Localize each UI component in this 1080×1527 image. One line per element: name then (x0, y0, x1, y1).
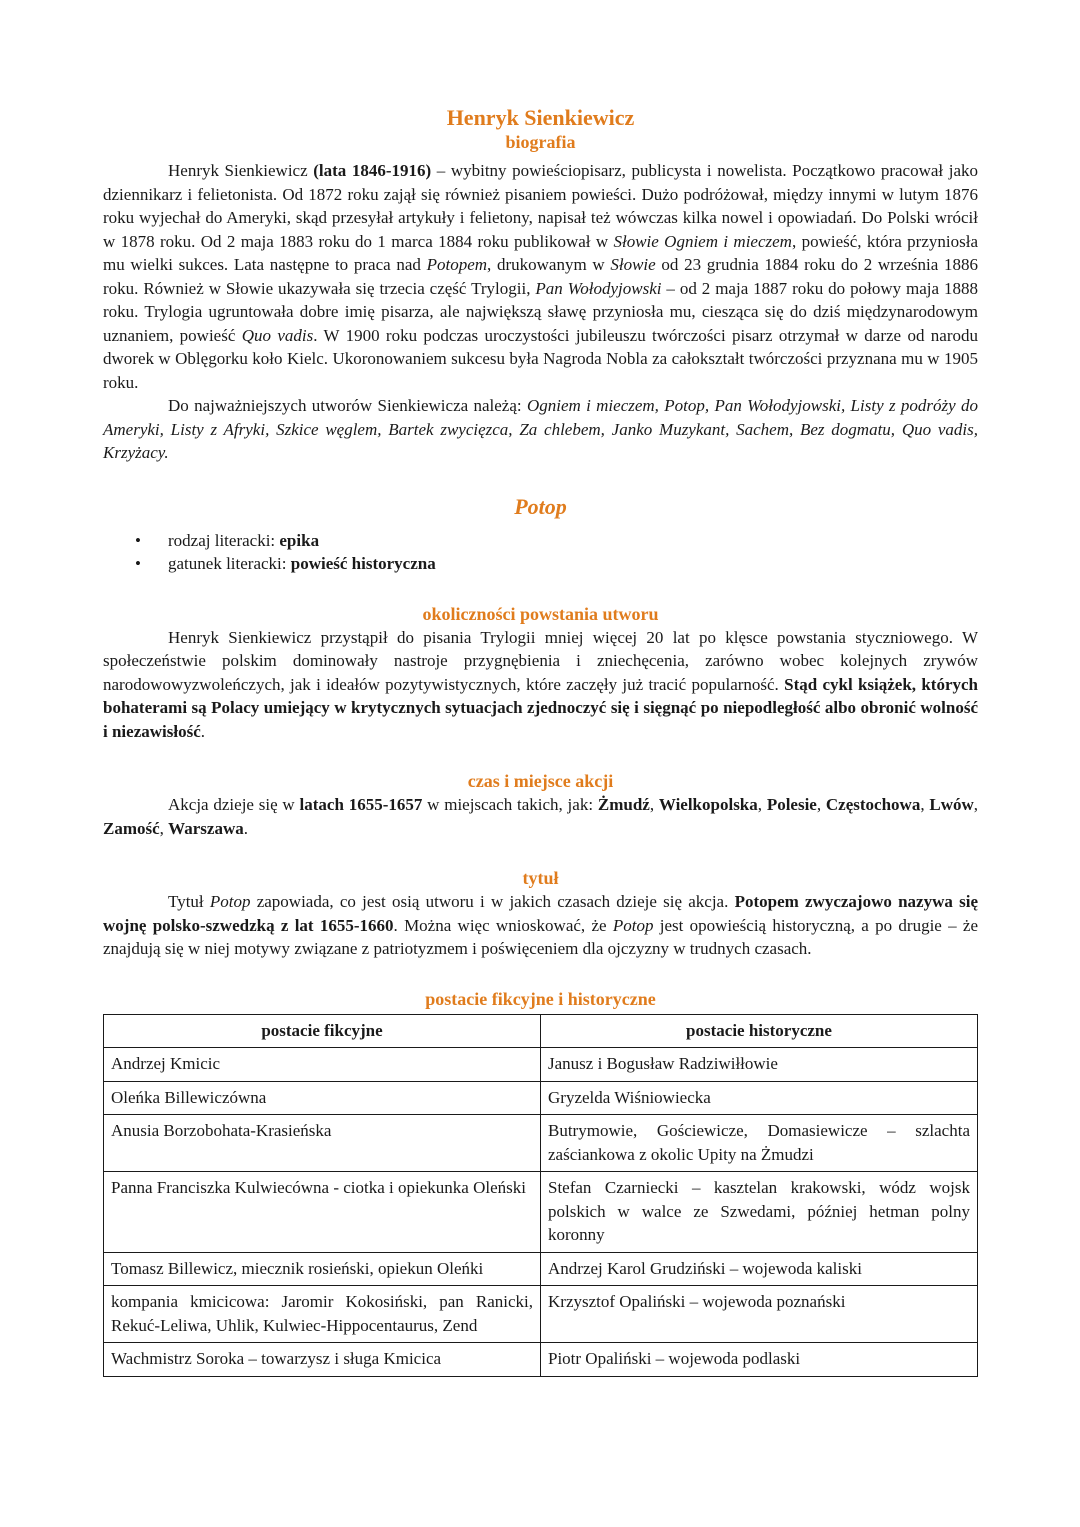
text-run: , drukowanym w (487, 255, 611, 274)
text-run: zapowiada, co jest osią utworu i w jakich czasach dzieje się akcja. (250, 892, 735, 911)
table-row (104, 1115, 978, 1172)
table-row (104, 1081, 978, 1115)
table-cell: Janusz i Bogusław Radziwiłłowie (541, 1048, 978, 1082)
text-run: . W 1900 roku podczas uroczystości jubileuszu twórczości pisarz otrzymał w darze od narodu dworek w Oblęgorku koło Kielc. Ukoronowaniem sukcesu była Nagroda Nobla za całokształt twórczości przyznana mu w 1905 roku. (103, 325, 978, 392)
text-run: Polesie (766, 795, 817, 814)
biography-paragraph-1 (103, 159, 978, 394)
text-run: od 23 grudnia 1884 roku do 2 września 1886 roku. Również w Słowie ukazywała się trzecia część Trylogii, (103, 255, 978, 298)
characters-table (103, 1014, 978, 1377)
text-run: Słowie (610, 255, 656, 274)
text-run: latach 1655-1657 (299, 795, 423, 814)
table-cell: Panna Franciszka Kulwiecówna - ciotka i opiekunka Oleński (104, 1172, 541, 1253)
potop-title: Potop (514, 493, 567, 519)
section-heading: tytuł (522, 868, 559, 888)
text-run: Potop (209, 892, 251, 911)
text-run: – wybitny powieściopisarz, publicysta i nowelista. Początkowo pracował jako dziennikarz i felietonista. Od 1872 roku zajął się również pisaniem powieści. Dużo podróżował, między innymi w lutym 1876 roku wyjechał do Ameryki, skąd przesyłał artykuły i felietony, napisał też wówczas kilka nowel i opowiadań. Do Polski wrócił w 1878 roku. Od 2 maja 1883 roku do 1 marca 1884 roku publikował w (103, 161, 978, 251)
text-run: (lata 1846-1916) (313, 161, 432, 180)
text-run: Potop (612, 915, 654, 935)
section-paragraph (103, 890, 978, 961)
characters-heading: postacie fikcyjne i historyczne (425, 988, 656, 1009)
table-cell: Tomasz Billewicz, miecznik rosieński, opiekun Oleńki (104, 1252, 541, 1286)
text-run: Żmudź (597, 795, 650, 814)
text-run: , (649, 795, 659, 814)
text-run: , (816, 795, 826, 814)
characters-table-head (104, 1014, 978, 1048)
text-run: jest opowieścią historyczną, a po drugie – że znajdują się w niej motywy związane z patriotyzmem i poświęceniem dla ojczyzny w trudnych czasach. (103, 915, 978, 958)
list-item (103, 552, 978, 576)
table-cell: Andrzej Karol Grudziński – wojewoda kaliski (541, 1252, 978, 1286)
page-title: Henryk Sienkiewicz (446, 105, 635, 130)
section-heading: czas i miejsce akcji (467, 771, 614, 791)
potop-bullet-list (103, 529, 978, 576)
text-run: Do najważniejszych utworów Sienkiewicza należą: (168, 396, 527, 415)
table-cell: Oleńka Billewiczówna (104, 1081, 541, 1115)
section-tytul (103, 867, 978, 961)
table-cell: Anusia Borzobohata-Krasieńska (104, 1115, 541, 1172)
text-run: w miejscach takich, jak: (422, 795, 598, 814)
biography-paragraph-2 (103, 394, 978, 465)
characters-table-body (104, 1048, 978, 1377)
section-heading: okoliczności powstania utworu (422, 603, 659, 624)
text-run: Słowie Ogniem i mieczem (613, 231, 792, 251)
table-cell: Andrzej Kmicic (104, 1048, 541, 1082)
table-row (104, 1252, 978, 1286)
text-run: , (920, 795, 930, 814)
text-run: Warszawa (168, 818, 244, 838)
section-paragraph (103, 793, 978, 840)
text-run: Ogniem i mieczem, Potop, Pan Wołodyjowski, Listy z podróży do Ameryki, Listy z Afryki, Szkice węglem, Bartek zwycięzca, Za chlebem, Janko Muzykant, Sachem, Bez dogmatu, Quo vadis, Krzyżacy. (103, 396, 978, 462)
text-run: epika (279, 530, 320, 550)
table-row (104, 1048, 978, 1082)
text-run: . (243, 818, 248, 838)
text-run: Akcja dzieje się w (168, 795, 300, 814)
table-cell: Krzysztof Opaliński – wojewoda poznański (541, 1286, 978, 1343)
table-cell: Gryzelda Wiśniowiecka (541, 1081, 978, 1115)
table-row (104, 1172, 978, 1253)
text-run: Potopem (426, 255, 488, 274)
table-row (104, 1286, 978, 1343)
bullet-text (168, 529, 319, 553)
text-run: Lwów (929, 795, 974, 814)
text-run: . Można więc wnioskować, że (393, 915, 613, 935)
list-item (103, 529, 978, 553)
text-run: , (159, 818, 169, 838)
table-header-fictional: postacie fikcyjne (104, 1014, 541, 1048)
table-cell: Butrymowie, Gościewicze, Domasiewicze – szlachta zaściankowa z okolic Upity na Żmudzi (541, 1115, 978, 1172)
text-run: Częstochowa (825, 795, 921, 814)
bullet-text (168, 552, 436, 576)
section-czas-i-miejsce (103, 770, 978, 840)
text-run: Wielkopolska (658, 795, 758, 814)
table-cell: kompania kmicicowa: Jaromir Kokosiński, pan Ranicki, Rekuć-Leliwa, Uhlik, Kulwiec-Hippocentaurus, Zend (104, 1286, 541, 1343)
text-run: gatunek literacki: (168, 554, 291, 573)
text-run: , powieść, która przyniosła mu wielki sukces. Lata następne to praca nad (103, 231, 978, 274)
bullet-icon: • (135, 530, 141, 550)
section-okolicznosci (103, 603, 978, 744)
text-run: Pan Wołodyjowski (535, 278, 662, 298)
text-run: , (757, 795, 767, 814)
text-run: Zamość (103, 818, 160, 838)
biography-heading: biografia (505, 132, 576, 152)
text-run: , (973, 795, 979, 814)
table-cell: Wachmistrz Soroka – towarzysz i sługa Kmicica (104, 1343, 541, 1377)
text-run: Henryk Sienkiewicz przystąpił do pisania Trylogii mniej więcej 20 lat po klęsce powstania styczniowego. W społeczeństwie polskim dominowały nastroje przygnębienia i zniechęcenia, zarówno wobec kolejnych zrywów narodowowyzwoleńczych, jak i ideałów pozytywistycznych, które zaczęły już tracić popularność. (103, 627, 978, 694)
table-cell: Stefan Czarniecki – kasztelan krakowski, wódz wojsk polskich w walce ze Szwedami, później hetman polny koronny (541, 1172, 978, 1253)
text-run: Henryk Sienkiewicz (168, 161, 314, 180)
text-run: . (200, 721, 205, 741)
text-run: powieść historyczna (290, 554, 436, 573)
table-header-historical: postacie historyczne (541, 1014, 978, 1048)
table-row (104, 1343, 978, 1377)
text-run: – od 2 maja 1887 roku do połowy maja 1888 roku. Trylogia ugruntowała dobre imię pisarza, ale największą sławę przyniosła mu, ciesząca się do dziś międzynarodowym uznaniem, powieść (103, 278, 978, 345)
table-cell: Piotr Opaliński – wojewoda podlaski (541, 1343, 978, 1377)
section-paragraph (103, 626, 978, 744)
text-run: rodzaj literacki: (168, 530, 280, 550)
text-run: Stąd cykl książek, których bohaterami są Polacy umiejący w krytycznych sytuacjach zjednoczyć się i sięgnąć po niepodległość albo obronić wolność i niezawisłość (103, 674, 979, 741)
text-run: Quo vadis (241, 325, 314, 345)
table-header-row (104, 1014, 978, 1048)
text-run: Potopem zwyczajowo nazywa się wojnę polsko-szwedzką z lat 1655-1660 (103, 892, 978, 935)
bullet-icon: • (135, 554, 141, 573)
text-run: Tytuł (168, 892, 210, 911)
